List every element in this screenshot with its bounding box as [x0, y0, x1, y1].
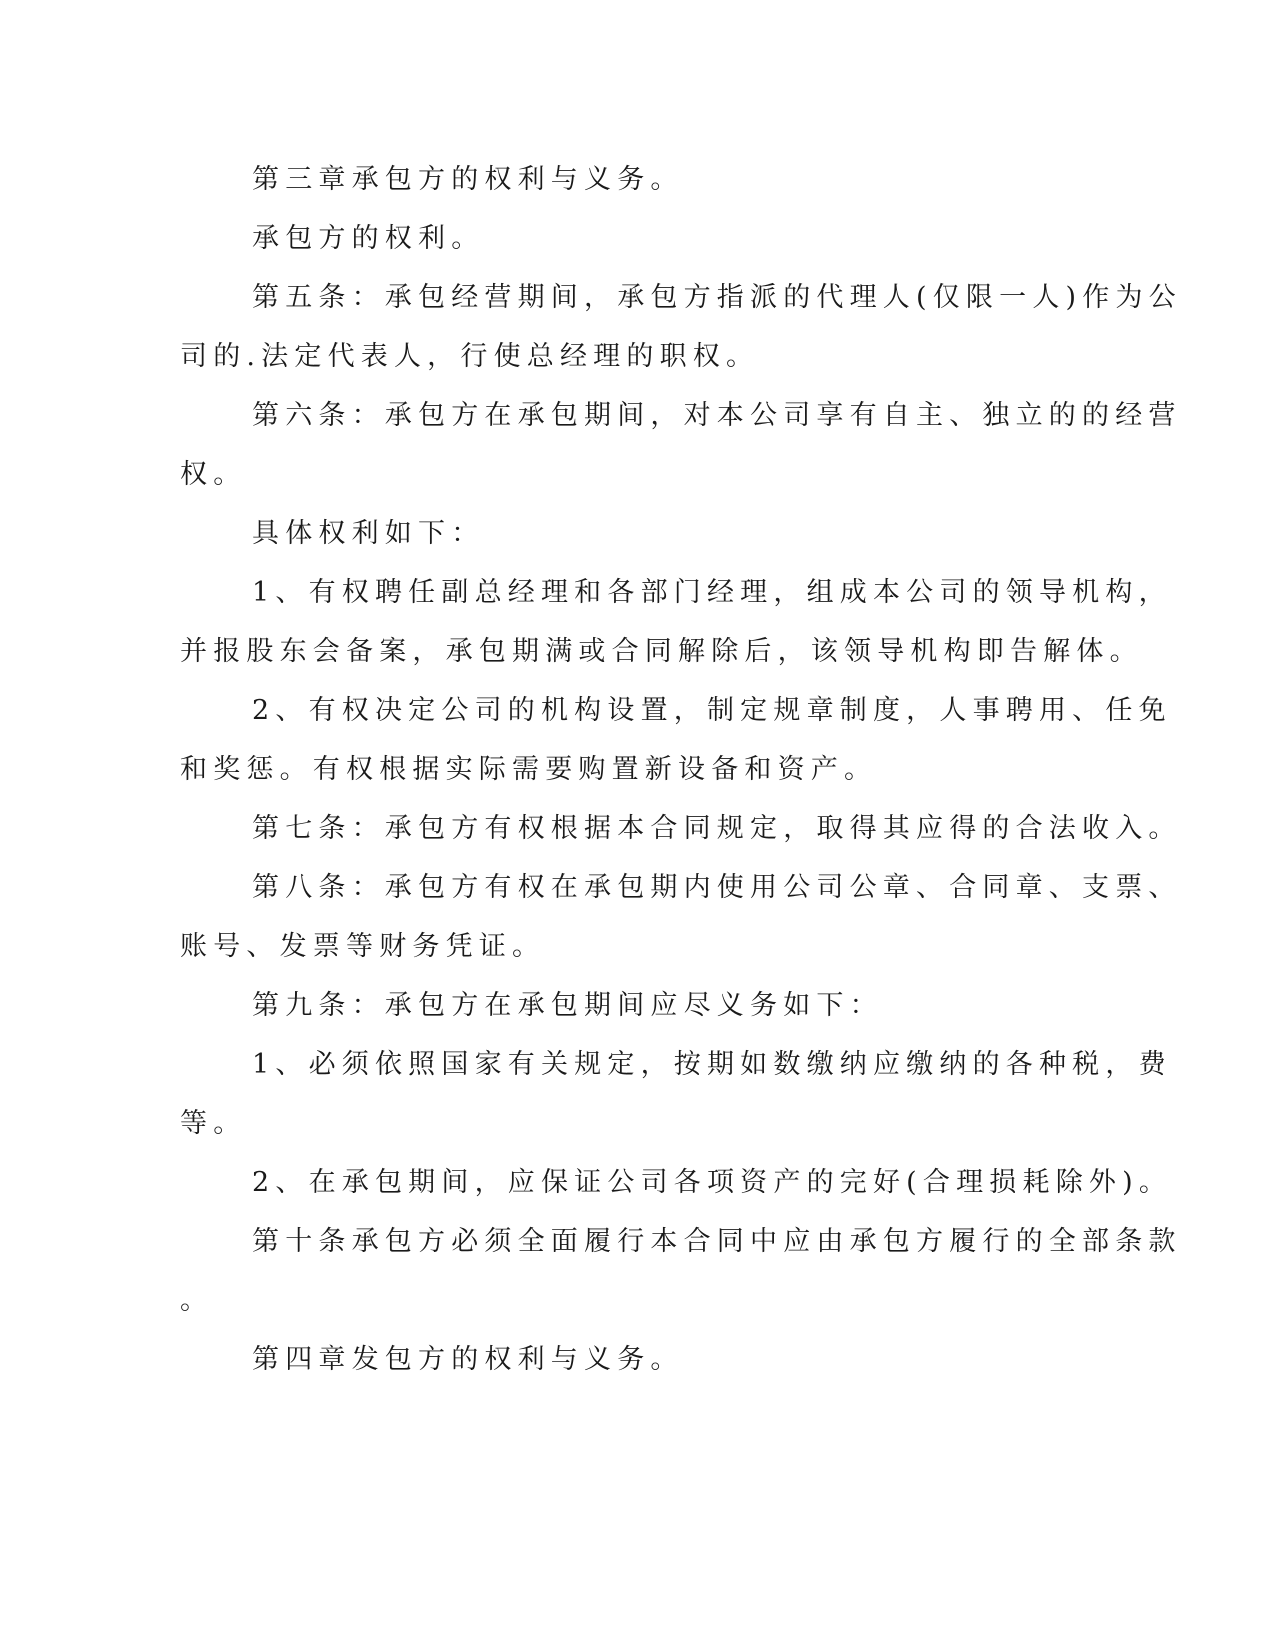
paragraph-line: 第五条：承包经营期间，承包方指派的代理人(仅限一人)作为公: [252, 282, 1182, 313]
paragraph-line: 具体权利如下：: [252, 518, 485, 549]
list-item-line: 等。: [180, 1108, 247, 1139]
list-item-line: 和奖惩。有权根据实际需要购置新设备和资产。: [180, 754, 878, 785]
list-item-line: 1、必须依照国家有关规定，按期如数缴纳应缴纳的各种税，费: [252, 1049, 1172, 1080]
paragraph-line: 第九条：承包方在承包期间应尽义务如下：: [252, 990, 883, 1021]
paragraph-line: 第八条：承包方有权在承包期内使用公司公章、合同章、支票、: [252, 872, 1182, 903]
list-item-line: 并报股东会备案，承包期满或合同解除后，该领导机构即告解体。: [180, 636, 1143, 667]
paragraph-line: 权。: [180, 459, 247, 490]
paragraph-line: 第六条：承包方在承包期间，对本公司享有自主、独立的的经营: [252, 400, 1182, 431]
list-item-line: 1、有权聘任副总经理和各部门经理，组成本公司的领导机构，: [252, 577, 1172, 608]
chapter-heading: 第四章发包方的权利与义务。: [252, 1344, 684, 1375]
list-item-line: 2、有权决定公司的机构设置，制定规章制度，人事聘用、任免: [252, 695, 1172, 726]
paragraph-line: 第七条：承包方有权根据本合同规定，取得其应得的合法收入。: [252, 813, 1182, 844]
list-item-line: 2、在承包期间，应保证公司各项资产的完好(合理损耗除外)。: [252, 1167, 1173, 1198]
paragraph-line: 第十条承包方必须全面履行本合同中应由承包方履行的全部条款: [252, 1226, 1182, 1257]
chapter-heading: 第三章承包方的权利与义务。: [252, 164, 684, 195]
paragraph-line: 账号、发票等财务凭证。: [180, 931, 546, 962]
paragraph-line: 司的.法定代表人，行使总经理的职权。: [180, 341, 760, 372]
section-heading: 承包方的权利。: [252, 223, 485, 254]
paragraph-line: 。: [180, 1285, 214, 1316]
